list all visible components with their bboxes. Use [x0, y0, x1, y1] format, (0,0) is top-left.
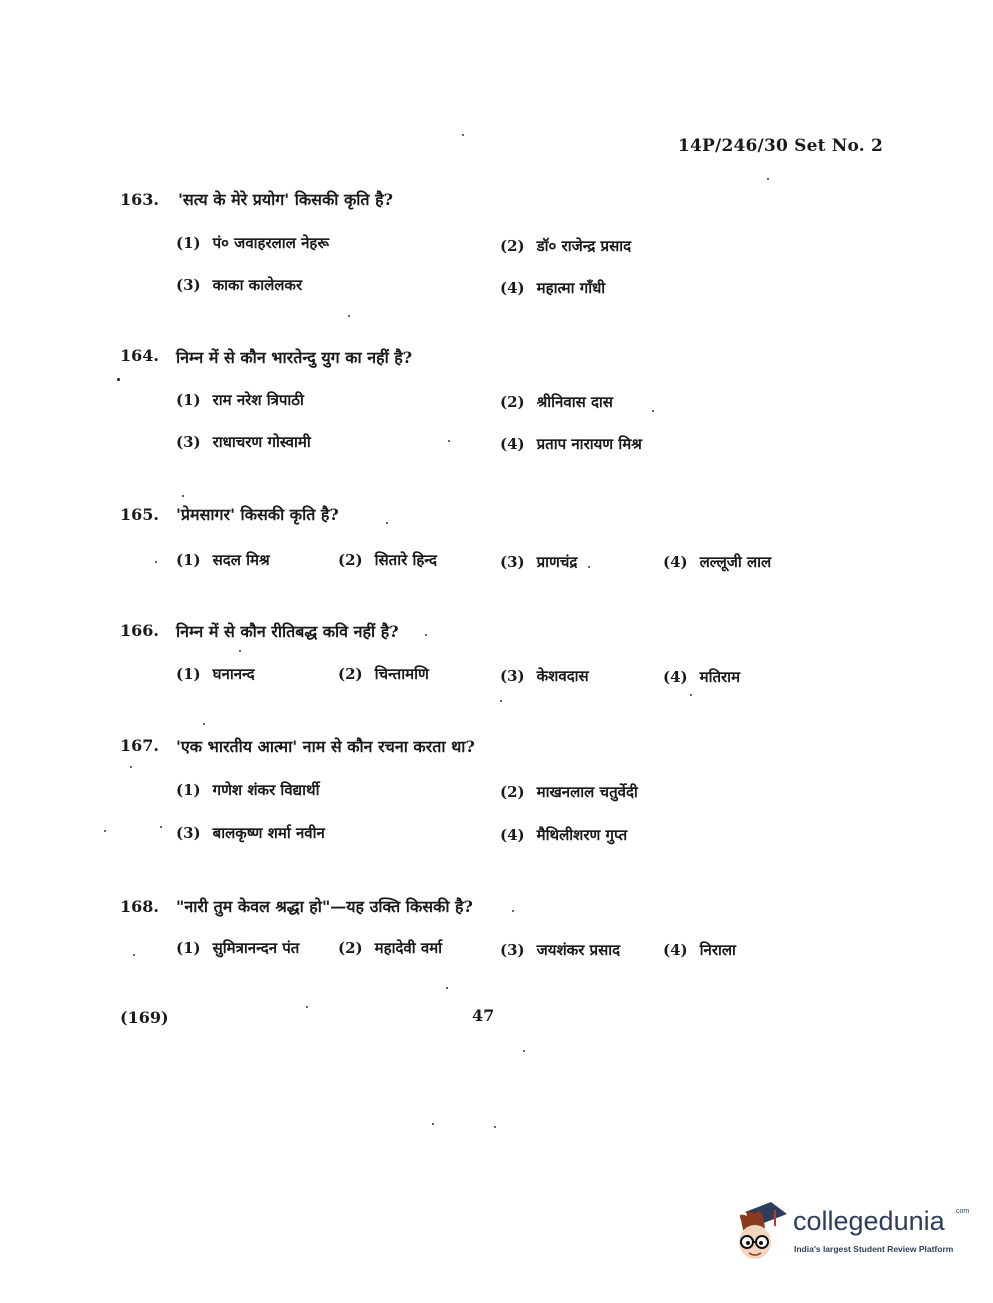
option-text: निराला [699, 941, 736, 959]
option-number: (2) [338, 551, 363, 569]
option-number: (3) [176, 433, 201, 451]
option-text: जयशंकर प्रसाद [536, 941, 621, 959]
scan-speck [512, 910, 514, 912]
option [500, 782, 638, 802]
option [500, 825, 627, 845]
scan-speck [348, 315, 350, 317]
question-text: 'एक भारतीय आत्मा' नाम से कौन रचना करता था? [176, 737, 475, 756]
option-number: (2) [500, 783, 525, 801]
scan-speck [448, 440, 450, 442]
option-text: महात्मा गाँधी [536, 279, 606, 297]
option-text: मैथिलीशरण गुप्त [536, 826, 628, 844]
option-text: केशवदास [536, 667, 589, 685]
option [338, 664, 429, 684]
scan-speck [432, 1123, 434, 1125]
option-text: काका कालेलकर [212, 276, 303, 294]
option-text: सदल मिश्र [212, 551, 270, 569]
option-number: (1) [176, 551, 201, 569]
option-text: राधाचरण गोस्वामी [212, 433, 311, 451]
option-number: (2) [500, 237, 525, 255]
option-number: (4) [663, 553, 688, 571]
booklet-code: (169) [120, 1008, 169, 1027]
option-text: सितारे हिन्द [374, 551, 437, 569]
scan-speck [104, 830, 106, 832]
option-text: चिन्तामणि [374, 665, 429, 683]
option [663, 940, 736, 960]
scan-speck [133, 954, 135, 956]
option-number: (3) [500, 553, 525, 571]
question-number: 167. [120, 736, 159, 755]
scan-speck [652, 410, 654, 412]
scan-speck [500, 700, 502, 702]
scan-speck [767, 178, 769, 180]
option-text: माखनलाल चतुर्वेदी [536, 783, 638, 801]
scan-speck [425, 634, 427, 636]
logo-tagline: India's largest Student Review Platform [794, 1244, 954, 1254]
option-text: डॉ० राजेन्द्र प्रसाद [536, 237, 632, 255]
scan-speck [155, 561, 157, 563]
option-text: पं० जवाहरलाल नेहरू [212, 234, 330, 252]
option-number: (2) [338, 939, 363, 957]
question-text: निम्न में से कौन भारतेन्दु युग का नहीं है? [176, 348, 413, 367]
scan-speck [494, 1126, 496, 1128]
scan-speck [203, 723, 205, 725]
scan-speck [306, 1006, 308, 1008]
question-number: 168. [120, 897, 159, 916]
logo-wordmark: collegedunia [793, 1206, 945, 1236]
scan-speck [386, 522, 388, 524]
scan-speck [130, 766, 132, 768]
option [500, 940, 620, 960]
page-number: 47 [472, 1006, 495, 1025]
paper-code: 14P/246/30 Set No. 2 [678, 136, 884, 156]
question-text: 'सत्य के मेरे प्रयोग' किसकी कृति है? [178, 190, 393, 209]
scan-speck [239, 650, 241, 652]
option [500, 666, 589, 686]
option [500, 278, 605, 298]
scan-speck [588, 566, 590, 568]
option-number: (1) [176, 234, 201, 252]
question-number: 163. [120, 190, 159, 209]
option [176, 780, 319, 800]
option-text: महादेवी वर्मा [374, 939, 443, 957]
option [176, 664, 255, 684]
question-number: 165. [120, 505, 159, 524]
scan-speck [690, 694, 692, 696]
question-text: निम्न में से कौन रीतिबद्ध कवि नहीं है? [176, 622, 399, 641]
option-number: (4) [663, 941, 688, 959]
mascot-icon [735, 1198, 791, 1264]
scan-speck [182, 495, 184, 497]
option-text: राम नरेश त्रिपाठी [212, 391, 304, 409]
collegedunia-logo [735, 1198, 970, 1268]
option-number: (1) [176, 781, 201, 799]
option-text: प्राणचंद्र [536, 553, 578, 571]
option-number: (3) [176, 276, 201, 294]
option-number: (2) [338, 665, 363, 683]
scan-speck [446, 987, 448, 989]
option-text: लल्लूजी लाल [699, 553, 772, 571]
option-number: (2) [500, 393, 525, 411]
option-text: बालकृष्ण शर्मा नवीन [212, 824, 325, 842]
option-number: (1) [176, 939, 201, 957]
option [500, 552, 577, 572]
question-number: 166. [120, 621, 159, 640]
option-text: घनानन्द [212, 665, 255, 683]
option [500, 392, 613, 412]
scan-speck [117, 378, 120, 381]
option-text: मतिराम [699, 668, 741, 686]
option-number: (4) [500, 826, 525, 844]
option [176, 432, 311, 452]
option [176, 275, 302, 295]
scan-speck [462, 134, 464, 136]
option-number: (3) [500, 667, 525, 685]
question-number: 164. [120, 346, 159, 365]
option-number: (4) [500, 279, 525, 297]
option [338, 938, 442, 958]
option [500, 236, 631, 256]
option [338, 550, 437, 570]
option [176, 550, 270, 570]
option [176, 233, 329, 253]
option [176, 938, 299, 958]
scan-speck [523, 1050, 525, 1052]
option-text: गणेश शंकर विद्यार्थी [212, 781, 320, 799]
option [176, 390, 304, 410]
question-text: 'प्रेमसागर' किसकी कृति है? [176, 505, 339, 524]
logo-domain-suffix: .com [954, 1208, 970, 1215]
option [663, 552, 771, 572]
option-number: (3) [500, 941, 525, 959]
option-number: (4) [663, 668, 688, 686]
option-number: (1) [176, 665, 201, 683]
option-text: श्रीनिवास दास [536, 393, 613, 411]
scan-speck [160, 826, 162, 828]
option [176, 823, 325, 843]
question-text: "नारी तुम केवल श्रद्धा हो"—यह उक्ति किसकी है? [176, 897, 473, 916]
option-text: प्रताप नारायण मिश्र [536, 435, 642, 453]
option [500, 434, 642, 454]
option-number: (4) [500, 435, 525, 453]
option-number: (1) [176, 391, 201, 409]
option-text: सुमित्रानन्दन पंत [212, 939, 300, 957]
option [663, 667, 740, 687]
option-number: (3) [176, 824, 201, 842]
